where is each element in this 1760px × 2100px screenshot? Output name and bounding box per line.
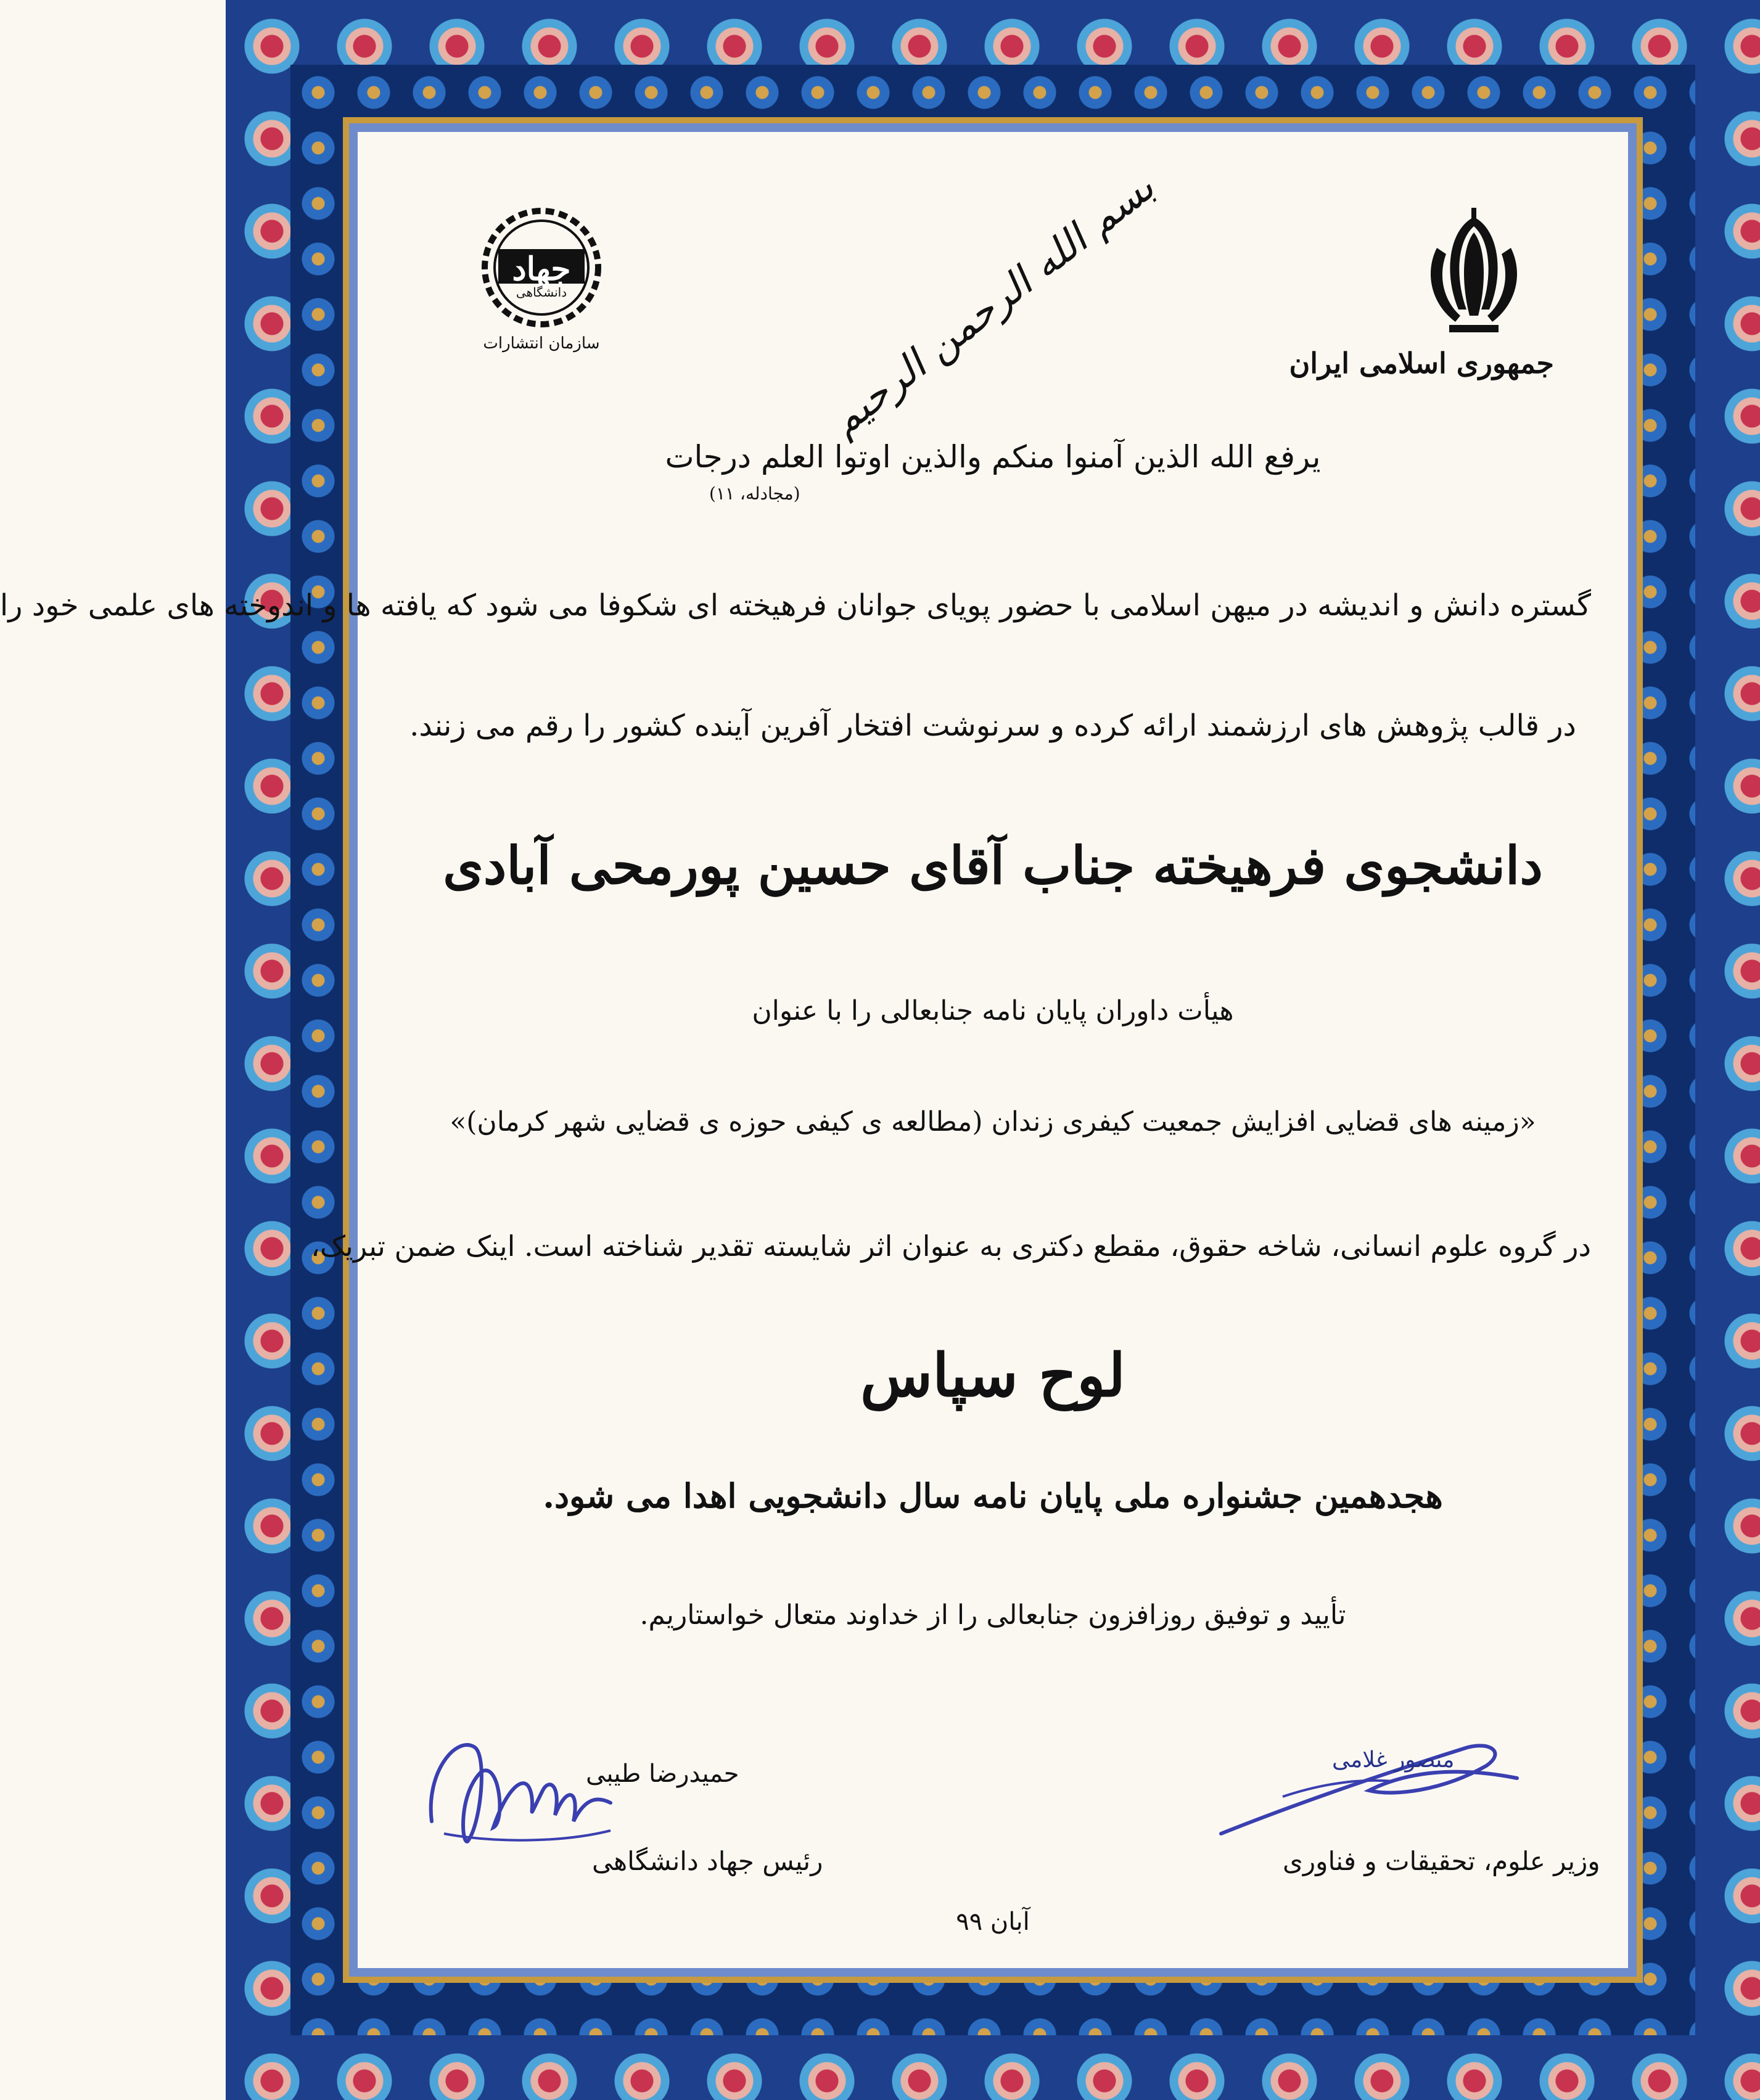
- iran-emblem: [1289, 205, 1554, 402]
- festival-line: هجدهمین جشنواره ملی پایان نامه سال دانشجویی اهدا می شود.: [543, 1476, 1443, 1516]
- verse-reference: (مجادله، ۱۱): [709, 483, 800, 504]
- group-line: در گروه علوم انسانی، شاخه حقوق، مقطع دکتری به عنوان اثر شایسته تقدیر شناخته است. اینک ضمن تبریک،: [311, 1229, 1591, 1263]
- issue-date: آبان ۹۹: [956, 1908, 1030, 1936]
- jahad-subtitle: دانشگاهی: [516, 285, 567, 300]
- right-signatory-role: وزیر علوم، تحقیقات و فناوری: [1283, 1846, 1600, 1876]
- recipient-name: دانشجوی فرهیخته جناب آقای حسین پورمحی آبادی: [443, 835, 1543, 896]
- iran-emblem-icon: [1412, 205, 1536, 340]
- wish-line: تأیید و توفیق روزافزون جنابعالی را از خداوند متعال خواستاریم.: [639, 1599, 1346, 1631]
- left-signatory-role: رئیس جهاد دانشگاهی: [592, 1846, 823, 1876]
- jahad-caption: سازمان انتشارات: [483, 334, 600, 353]
- jahad-logo: [461, 206, 622, 403]
- iran-emblem-label: جمهوری اسلامی ایران: [1289, 347, 1554, 380]
- left-signatory-name: حمیدرضا طیبی: [586, 1760, 739, 1788]
- jury-line: هیأت داوران پایان نامه جنابعالی را با عنوان: [752, 995, 1234, 1027]
- right-signature-icon: [1209, 1723, 1529, 1858]
- basmala-text: بسم الله الرحمن الرحیم: [822, 164, 1164, 445]
- jahad-title: جهاد: [512, 250, 571, 288]
- certificate-content: [0, 132, 1628, 1968]
- thesis-title: «زمینه های قضایی افزایش جمعیت کیفری زندان (مطالعه ی کیفی حوزه ی قضایی شهر کرمان)»: [450, 1106, 1536, 1138]
- jahad-badge: [480, 206, 603, 329]
- quran-verse: یرفع الله الذین آمنوا منکم والذین اوتوا العلم درجات: [665, 439, 1321, 475]
- intro-paragraph-line-2: در قالب پژوهش های ارزشمند ارائه کرده و سرنوشت افتخار آفرین آینده کشور را رقم می زنند.: [409, 708, 1576, 743]
- right-signatory-name: منصور غلامی: [1332, 1747, 1455, 1773]
- intro-paragraph-line-1: گستره دانش و اندیشه در میهن اسلامی با حضور پویای جوانان فرهیخته ای شکوفا می شود که یافته ها و اندوخته های علمی خود را: [0, 588, 1591, 623]
- award-title: لوح سپاس: [860, 1340, 1126, 1410]
- basmala: [822, 164, 1164, 445]
